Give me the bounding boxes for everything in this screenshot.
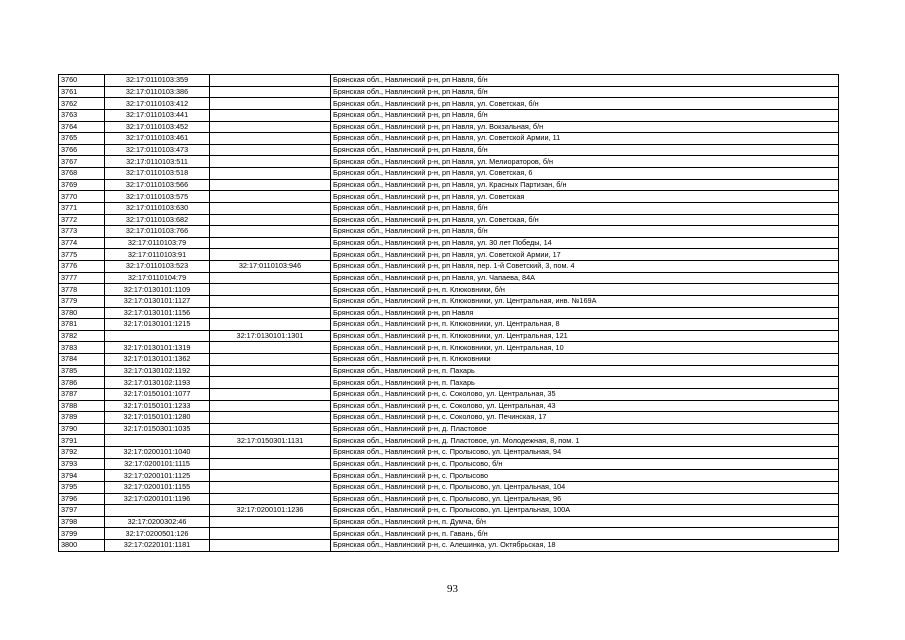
table-row — [59, 447, 839, 459]
table-row — [59, 365, 839, 377]
cadastral-number-2-cell — [210, 365, 331, 377]
cadastral-number-2-cell — [210, 272, 331, 284]
row-number-cell: 3762 — [59, 98, 105, 110]
address-cell: Брянская обл., Навлинский р-н, п. Думча, б/н — [331, 516, 839, 528]
address-cell: Брянская обл., Навлинский р-н, рп Навля, б/н — [331, 144, 839, 156]
address-cell: Брянская обл., Навлинский р-н, рп Навля, ул. Советской Армии, 11 — [331, 133, 839, 145]
row-number-cell: 3800 — [59, 540, 105, 552]
address-cell: Брянская обл., Навлинский р-н, рп Навля, ул. Советская, б/н — [331, 214, 839, 226]
cadastral-number-2-cell — [210, 516, 331, 528]
cadastral-number-2-cell — [210, 400, 331, 412]
row-number-cell: 3776 — [59, 261, 105, 273]
row-number-cell: 3767 — [59, 156, 105, 168]
cadastral-number-2-cell — [210, 540, 331, 552]
cadastral-number-2-cell — [210, 528, 331, 540]
cadastral-number-cell: 32:17:0110103:359 — [105, 75, 210, 87]
cadastral-number-2-cell — [210, 319, 331, 331]
row-number-cell: 3772 — [59, 214, 105, 226]
cadastral-number-cell — [105, 330, 210, 342]
row-number-cell: 3780 — [59, 307, 105, 319]
page-number: 93 — [447, 583, 458, 595]
cadastral-number-2-cell — [210, 121, 331, 133]
table-row — [59, 412, 839, 424]
row-number-cell: 3794 — [59, 470, 105, 482]
table-row — [59, 354, 839, 366]
cadastral-number-cell: 32:17:0110103:682 — [105, 214, 210, 226]
address-cell: Брянская обл., Навлинский р-н, рп Навля, ул. Советская, б/н — [331, 98, 839, 110]
cadastral-number-cell: 32:17:0150301:1035 — [105, 423, 210, 435]
cadastral-number-2-cell — [210, 295, 331, 307]
cadastral-number-cell: 32:17:0220101:1181 — [105, 540, 210, 552]
address-cell: Брянская обл., Навлинский р-н, п. Клюковники, б/н — [331, 284, 839, 296]
table-row — [59, 86, 839, 98]
table-row — [59, 307, 839, 319]
address-cell: Брянская обл., Навлинский р-н, рп Навля — [331, 307, 839, 319]
address-cell: Брянская обл., Навлинский р-н, рп Навля, ул. 30 лет Победы, 14 — [331, 237, 839, 249]
cadastral-number-cell: 32:17:0110103:412 — [105, 98, 210, 110]
row-number-cell: 3788 — [59, 400, 105, 412]
cadastral-number-cell: 32:17:0130101:1362 — [105, 354, 210, 366]
cadastral-number-cell: 32:17:0110103:386 — [105, 86, 210, 98]
cadastral-number-cell: 32:17:0130101:1156 — [105, 307, 210, 319]
cadastral-number-cell: 32:17:0200101:1040 — [105, 447, 210, 459]
cadastral-number-2-cell — [210, 75, 331, 87]
address-cell: Брянская обл., Навлинский р-н, с. Соколово, ул. Центральная, 43 — [331, 400, 839, 412]
cadastral-number-cell: 32:17:0110103:511 — [105, 156, 210, 168]
row-number-cell: 3771 — [59, 202, 105, 214]
table-row — [59, 295, 839, 307]
address-cell: Брянская обл., Навлинский р-н, рп Навля, б/н — [331, 202, 839, 214]
cadastral-number-2-cell — [210, 481, 331, 493]
table-row — [59, 226, 839, 238]
table-row — [59, 470, 839, 482]
row-number-cell: 3763 — [59, 109, 105, 121]
cadastral-number-cell: 32:17:0110103:575 — [105, 191, 210, 203]
address-cell: Брянская обл., Навлинский р-н, п. Гавань, б/н — [331, 528, 839, 540]
row-number-cell: 3778 — [59, 284, 105, 296]
address-cell: Брянская обл., Навлинский р-н, с. Пролысово, б/н — [331, 458, 839, 470]
table-row — [59, 179, 839, 191]
cadastral-number-cell: 32:17:0130101:1215 — [105, 319, 210, 331]
table-row — [59, 75, 839, 87]
row-number-cell: 3786 — [59, 377, 105, 389]
row-number-cell: 3779 — [59, 295, 105, 307]
row-number-cell: 3797 — [59, 505, 105, 517]
address-cell: Брянская обл., Навлинский р-н, п. Пахарь — [331, 365, 839, 377]
cadastral-number-2-cell — [210, 191, 331, 203]
cadastral-number-2-cell — [210, 144, 331, 156]
registry-table-body — [59, 75, 839, 552]
table-row — [59, 516, 839, 528]
address-cell: Брянская обл., Навлинский р-н, рп Навля, ул. Советская, 6 — [331, 168, 839, 180]
cadastral-number-cell: 32:17:0110104:79 — [105, 272, 210, 284]
table-row — [59, 156, 839, 168]
row-number-cell: 3792 — [59, 447, 105, 459]
address-cell: Брянская обл., Навлинский р-н, рп Навля, б/н — [331, 86, 839, 98]
table-row — [59, 481, 839, 493]
row-number-cell: 3773 — [59, 226, 105, 238]
row-number-cell: 3766 — [59, 144, 105, 156]
address-cell: Брянская обл., Навлинский р-н, рп Навля, б/н — [331, 109, 839, 121]
cadastral-number-cell: 32:17:0110103:630 — [105, 202, 210, 214]
cadastral-number-2-cell — [210, 237, 331, 249]
table-row — [59, 191, 839, 203]
cadastral-number-cell — [105, 435, 210, 447]
cadastral-number-2-cell — [210, 284, 331, 296]
row-number-cell: 3787 — [59, 388, 105, 400]
cadastral-number-cell: 32:17:0150101:1233 — [105, 400, 210, 412]
table-row — [59, 540, 839, 552]
cadastral-number-cell: 32:17:0110103:452 — [105, 121, 210, 133]
row-number-cell: 3785 — [59, 365, 105, 377]
cadastral-number-2-cell — [210, 412, 331, 424]
cadastral-number-cell: 32:17:0130101:1109 — [105, 284, 210, 296]
cadastral-number-cell: 32:17:0200101:1125 — [105, 470, 210, 482]
row-number-cell: 3760 — [59, 75, 105, 87]
table-row — [59, 342, 839, 354]
cadastral-number-2-cell — [210, 226, 331, 238]
cadastral-number-cell: 32:17:0200302:46 — [105, 516, 210, 528]
cadastral-number-2-cell — [210, 98, 331, 110]
cadastral-number-cell: 32:17:0150101:1077 — [105, 388, 210, 400]
row-number-cell: 3784 — [59, 354, 105, 366]
cadastral-number-2-cell: 32:17:0200101:1236 — [210, 505, 331, 517]
cadastral-number-cell: 32:17:0130102:1193 — [105, 377, 210, 389]
row-number-cell: 3783 — [59, 342, 105, 354]
cadastral-number-2-cell: 32:17:0150301:1131 — [210, 435, 331, 447]
row-number-cell: 3768 — [59, 168, 105, 180]
cadastral-number-2-cell — [210, 179, 331, 191]
address-cell: Брянская обл., Навлинский р-н, с. Алешинка, ул. Октябрьская, 18 — [331, 540, 839, 552]
table-row — [59, 202, 839, 214]
address-cell: Брянская обл., Навлинский р-н, рп Навля, б/н — [331, 75, 839, 87]
row-number-cell: 3799 — [59, 528, 105, 540]
cadastral-number-2-cell — [210, 168, 331, 180]
row-number-cell: 3796 — [59, 493, 105, 505]
cadastral-number-2-cell — [210, 377, 331, 389]
row-number-cell: 3764 — [59, 121, 105, 133]
row-number-cell: 3761 — [59, 86, 105, 98]
cadastral-number-cell: 32:17:0110103:518 — [105, 168, 210, 180]
registry-table — [58, 74, 839, 552]
address-cell: Брянская обл., Навлинский р-н, п. Клюковники — [331, 354, 839, 366]
address-cell: Брянская обл., Навлинский р-н, д. Пластовое — [331, 423, 839, 435]
row-number-cell: 3769 — [59, 179, 105, 191]
cadastral-number-2-cell — [210, 342, 331, 354]
row-number-cell: 3782 — [59, 330, 105, 342]
cadastral-number-cell: 32:17:0110103:473 — [105, 144, 210, 156]
table-row — [59, 377, 839, 389]
row-number-cell: 3790 — [59, 423, 105, 435]
cadastral-number-2-cell — [210, 156, 331, 168]
table-row — [59, 121, 839, 133]
cadastral-number-cell — [105, 505, 210, 517]
cadastral-number-2-cell — [210, 307, 331, 319]
table-row — [59, 109, 839, 121]
address-cell: Брянская обл., Навлинский р-н, с. Пролысово, ул. Центральная, 94 — [331, 447, 839, 459]
address-cell: Брянская обл., Навлинский р-н, рп Навля, ул. Советской Армии, 17 — [331, 249, 839, 261]
address-cell: Брянская обл., Навлинский р-н, с. Пролысово, ул. Центральная, 104 — [331, 481, 839, 493]
address-cell: Брянская обл., Навлинский р-н, рп Навля, ул. Чапаева, 84А — [331, 272, 839, 284]
table-row — [59, 237, 839, 249]
table-row — [59, 528, 839, 540]
cadastral-number-2-cell — [210, 202, 331, 214]
table-row — [59, 505, 839, 517]
address-cell: Брянская обл., Навлинский р-н, с. Пролысово — [331, 470, 839, 482]
cadastral-number-cell: 32:17:0200501:126 — [105, 528, 210, 540]
cadastral-number-cell: 32:17:0110103:523 — [105, 261, 210, 273]
address-cell: Брянская обл., Навлинский р-н, с. Соколово, ул. Печинская, 17 — [331, 412, 839, 424]
cadastral-number-2-cell — [210, 109, 331, 121]
table-row — [59, 133, 839, 145]
cadastral-number-cell: 32:17:0130101:1127 — [105, 295, 210, 307]
cadastral-number-cell: 32:17:0130102:1192 — [105, 365, 210, 377]
table-row — [59, 272, 839, 284]
address-cell: Брянская обл., Навлинский р-н, рп Навля, б/н — [331, 226, 839, 238]
cadastral-number-2-cell: 32:17:0110103:946 — [210, 261, 331, 273]
cadastral-number-cell: 32:17:0110103:461 — [105, 133, 210, 145]
table-row — [59, 388, 839, 400]
cadastral-number-2-cell — [210, 214, 331, 226]
address-cell: Брянская обл., Навлинский р-н, п. Клюковники, ул. Центральная, 10 — [331, 342, 839, 354]
cadastral-number-cell: 32:17:0200101:1115 — [105, 458, 210, 470]
row-number-cell: 3789 — [59, 412, 105, 424]
table-row — [59, 319, 839, 331]
address-cell: Брянская обл., Навлинский р-н, с. Пролысово, ул. Центральная, 100А — [331, 505, 839, 517]
table-row — [59, 261, 839, 273]
row-number-cell: 3775 — [59, 249, 105, 261]
row-number-cell: 3774 — [59, 237, 105, 249]
address-cell: Брянская обл., Навлинский р-н, п. Клюковники, ул. Центральная, 8 — [331, 319, 839, 331]
cadastral-number-2-cell — [210, 423, 331, 435]
table-row — [59, 435, 839, 447]
row-number-cell: 3795 — [59, 481, 105, 493]
cadastral-number-2-cell — [210, 133, 331, 145]
cadastral-number-2-cell: 32:17:0130101:1301 — [210, 330, 331, 342]
cadastral-number-cell: 32:17:0150101:1280 — [105, 412, 210, 424]
row-number-cell: 3777 — [59, 272, 105, 284]
table-row — [59, 458, 839, 470]
cadastral-number-2-cell — [210, 458, 331, 470]
table-row — [59, 214, 839, 226]
cadastral-number-cell: 32:17:0200101:1155 — [105, 481, 210, 493]
address-cell: Брянская обл., Навлинский р-н, д. Пластовое, ул. Молодежная, 8, пом. 1 — [331, 435, 839, 447]
address-cell: Брянская обл., Навлинский р-н, п. Клюковники, ул. Центральная, 121 — [331, 330, 839, 342]
cadastral-number-cell: 32:17:0110103:79 — [105, 237, 210, 249]
table-row — [59, 144, 839, 156]
row-number-cell: 3798 — [59, 516, 105, 528]
table-row — [59, 284, 839, 296]
cadastral-number-2-cell — [210, 249, 331, 261]
row-number-cell: 3770 — [59, 191, 105, 203]
address-cell: Брянская обл., Навлинский р-н, рп Навля, ул. Вокзальная, б/н — [331, 121, 839, 133]
address-cell: Брянская обл., Навлинский р-н, с. Пролысово, ул. Центральная, 96 — [331, 493, 839, 505]
row-number-cell: 3765 — [59, 133, 105, 145]
address-cell: Брянская обл., Навлинский р-н, п. Пахарь — [331, 377, 839, 389]
row-number-cell: 3793 — [59, 458, 105, 470]
cadastral-number-cell: 32:17:0110103:566 — [105, 179, 210, 191]
row-number-cell: 3781 — [59, 319, 105, 331]
cadastral-number-2-cell — [210, 354, 331, 366]
cadastral-number-2-cell — [210, 388, 331, 400]
cadastral-number-cell: 32:17:0200101:1196 — [105, 493, 210, 505]
table-row — [59, 168, 839, 180]
table-row — [59, 330, 839, 342]
address-cell: Брянская обл., Навлинский р-н, рп Навля, ул. Советская — [331, 191, 839, 203]
table-row — [59, 493, 839, 505]
cadastral-number-2-cell — [210, 86, 331, 98]
row-number-cell: 3791 — [59, 435, 105, 447]
table-row — [59, 400, 839, 412]
cadastral-number-cell: 32:17:0130101:1319 — [105, 342, 210, 354]
cadastral-number-2-cell — [210, 447, 331, 459]
address-cell: Брянская обл., Навлинский р-н, рп Навля, пер. 1-й Советский, 3, пом. 4 — [331, 261, 839, 273]
address-cell: Брянская обл., Навлинский р-н, п. Клюковники, ул. Центральная, инв. №169А — [331, 295, 839, 307]
table-row — [59, 98, 839, 110]
cadastral-number-2-cell — [210, 493, 331, 505]
address-cell: Брянская обл., Навлинский р-н, рп Навля, ул. Красных Партизан, б/н — [331, 179, 839, 191]
address-cell: Брянская обл., Навлинский р-н, рп Навля, ул. Мелиораторов, б/н — [331, 156, 839, 168]
table-row — [59, 249, 839, 261]
cadastral-number-2-cell — [210, 470, 331, 482]
cadastral-number-cell: 32:17:0110103:91 — [105, 249, 210, 261]
table-row — [59, 423, 839, 435]
cadastral-number-cell: 32:17:0110103:441 — [105, 109, 210, 121]
cadastral-number-cell: 32:17:0110103:766 — [105, 226, 210, 238]
address-cell: Брянская обл., Навлинский р-н, с. Соколово, ул. Центральная, 35 — [331, 388, 839, 400]
